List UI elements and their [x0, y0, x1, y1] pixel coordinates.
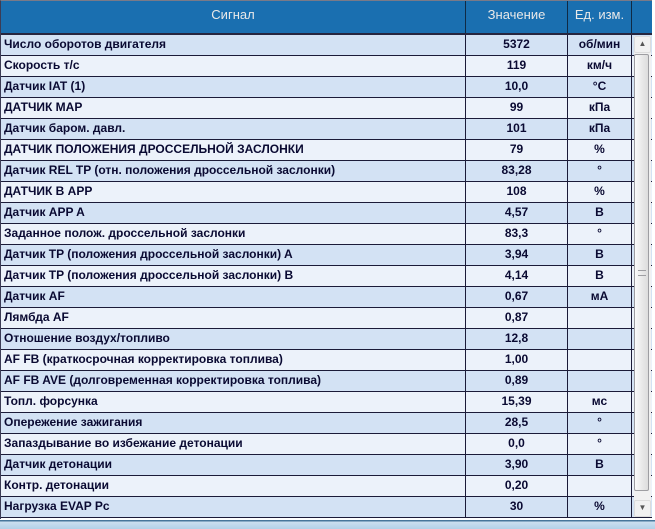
value-cell: 4,14 [465, 266, 567, 286]
signal-cell: ДАТЧИК ПОЛОЖЕНИЯ ДРОССЕЛЬНОЙ ЗАСЛОНКИ [4, 142, 304, 156]
signal-cell: Отношение воздух/топливо [4, 331, 170, 345]
table-row[interactable] [1, 371, 652, 392]
signal-cell: Датчик REL TP (отн. положения дроссельной заслонки) [4, 163, 336, 177]
signal-cell: Датчик APP A [4, 205, 85, 219]
bottom-edge-bar [0, 520, 655, 529]
table-row[interactable] [1, 476, 652, 497]
scrollbar-track[interactable] [634, 53, 651, 500]
value-cell: 12,8 [465, 329, 567, 349]
value-cell: 83,28 [465, 161, 567, 181]
unit-cell [567, 350, 632, 370]
table-row[interactable] [1, 497, 652, 518]
value-cell: 28,5 [465, 413, 567, 433]
signal-cell: Датчик баром. давл. [4, 121, 126, 135]
signal-cell: Контр. детонации [4, 478, 110, 492]
signal-cell: AF FB AVE (долговременная корректировка топлива) [4, 373, 322, 387]
unit-cell: % [567, 140, 632, 160]
unit-cell [567, 476, 632, 496]
table-row[interactable] [1, 182, 652, 203]
scroll-down-button[interactable] [634, 500, 651, 517]
table-row[interactable] [1, 329, 652, 350]
table-row[interactable] [1, 308, 652, 329]
unit-cell: ° [567, 161, 632, 181]
signal-cell: Датчик TP (положения дроссельной заслонки) A [4, 247, 293, 261]
unit-cell: об/мин [567, 35, 632, 55]
unit-cell: В [567, 203, 632, 223]
value-cell: 0,87 [465, 308, 567, 328]
unit-cell [567, 371, 632, 391]
column-header-signal: Сигнал [211, 7, 255, 22]
table-row[interactable] [1, 224, 652, 245]
unit-cell: ° [567, 224, 632, 244]
unit-cell [567, 329, 632, 349]
table-row[interactable] [1, 413, 652, 434]
value-cell: 5372 [465, 35, 567, 55]
signal-cell: Топл. форсунка [4, 394, 98, 408]
signal-cell: Датчик детонации [4, 457, 113, 471]
unit-cell: кПа [567, 119, 632, 139]
vertical-scrollbar[interactable] [634, 36, 651, 517]
value-cell: 3,94 [465, 245, 567, 265]
chevron-down-icon: ▼ [638, 503, 647, 512]
scrollbar-thumb[interactable] [634, 54, 649, 491]
signal-cell: Запаздывание во избежание детонации [4, 436, 243, 450]
value-cell: 30 [465, 497, 567, 517]
value-cell: 0,0 [465, 434, 567, 454]
value-cell: 108 [465, 182, 567, 202]
signal-cell: ДАТЧИК MAP [4, 100, 83, 114]
table-header-row [1, 1, 652, 35]
signal-cell: Датчик TP (положения дроссельной заслонки) B [4, 268, 294, 282]
table-row[interactable] [1, 56, 652, 77]
column-header-value: Значение [465, 1, 567, 33]
signal-cell: Число оборотов двигателя [4, 37, 167, 51]
signal-cell: Лямбда AF [4, 310, 69, 324]
scroll-up-button[interactable] [634, 36, 651, 53]
signal-cell: Скорость т/с [4, 58, 80, 72]
table-row[interactable] [1, 35, 652, 56]
unit-cell [567, 308, 632, 328]
unit-cell: кПа [567, 98, 632, 118]
value-cell: 15,39 [465, 392, 567, 412]
table-row[interactable] [1, 203, 652, 224]
unit-cell: °C [567, 77, 632, 97]
value-cell: 101 [465, 119, 567, 139]
unit-cell: ° [567, 413, 632, 433]
unit-cell: мА [567, 287, 632, 307]
unit-cell: ° [567, 434, 632, 454]
unit-cell: В [567, 455, 632, 475]
value-cell: 0,67 [465, 287, 567, 307]
column-header-unit: Ед. изм. [567, 1, 632, 33]
table-row[interactable] [1, 350, 652, 371]
scrollbar-grip-icon [638, 270, 646, 276]
unit-cell: % [567, 182, 632, 202]
value-cell: 3,90 [465, 455, 567, 475]
value-cell: 4,57 [465, 203, 567, 223]
table-row[interactable] [1, 140, 652, 161]
value-cell: 0,20 [465, 476, 567, 496]
signal-cell: AF FB (краткосрочная корректировка топлива) [4, 352, 283, 366]
chevron-up-icon: ▲ [638, 39, 647, 48]
table-row[interactable] [1, 245, 652, 266]
table-row[interactable] [1, 266, 652, 287]
value-cell: 10,0 [465, 77, 567, 97]
table-row[interactable] [1, 455, 652, 476]
signal-cell: Заданное полож. дроссельной заслонки [4, 226, 246, 240]
value-cell: 0,89 [465, 371, 567, 391]
column-header-scroll-gutter [632, 1, 652, 33]
signal-cell: ДАТЧИК В APP [4, 184, 93, 198]
table-row[interactable] [1, 119, 652, 140]
unit-cell: км/ч [567, 56, 632, 76]
unit-cell: В [567, 245, 632, 265]
unit-cell: В [567, 266, 632, 286]
signal-cell: Датчик AF [4, 289, 65, 303]
table-row[interactable] [1, 392, 652, 413]
signal-cell: Опережение зажигания [4, 415, 143, 429]
value-cell: 99 [465, 98, 567, 118]
value-cell: 1,00 [465, 350, 567, 370]
table-row[interactable] [1, 161, 652, 182]
value-cell: 119 [465, 56, 567, 76]
table-row[interactable] [1, 98, 652, 119]
signal-cell: Датчик IAT (1) [4, 79, 86, 93]
signal-cell: Нагрузка EVAP Pc [4, 499, 110, 513]
unit-cell: % [567, 497, 632, 517]
table-rows [1, 35, 652, 518]
unit-cell: мс [567, 392, 632, 412]
table-row[interactable] [1, 287, 652, 308]
table-row[interactable] [1, 434, 652, 455]
value-cell: 79 [465, 140, 567, 160]
value-cell: 83,3 [465, 224, 567, 244]
table-row[interactable] [1, 77, 652, 98]
